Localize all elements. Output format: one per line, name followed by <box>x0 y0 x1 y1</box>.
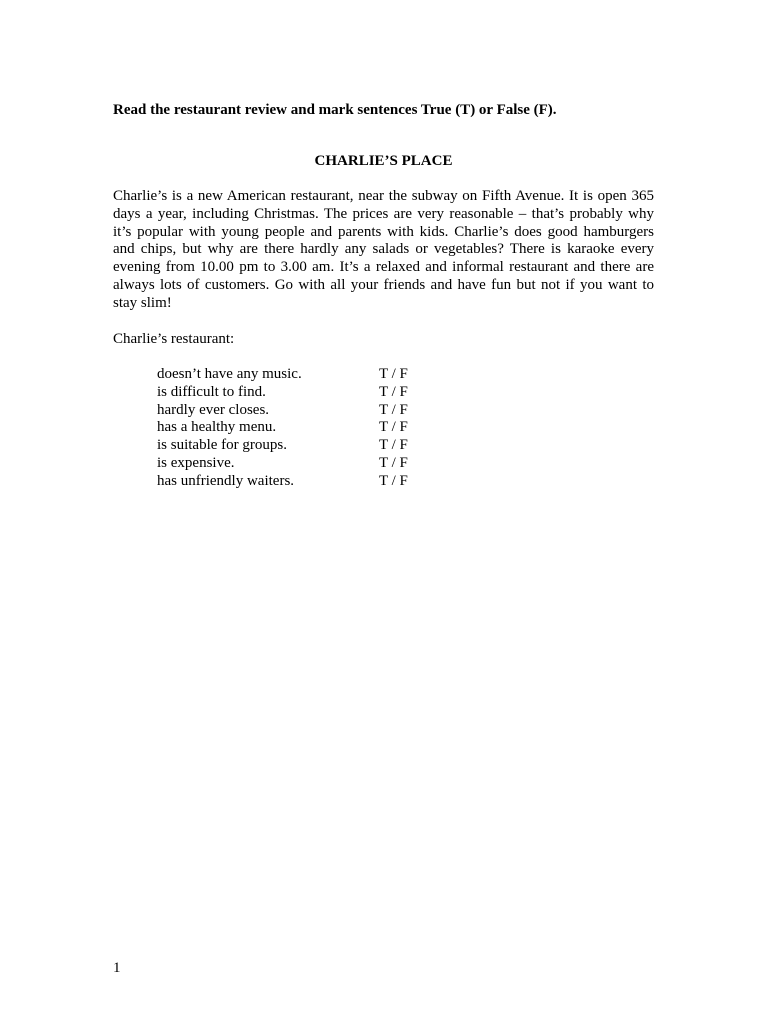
review-paragraph: Charlie’s is a new American restaurant, near the subway on Fifth Avenue. It is open 365 days a year, including Christmas. The prices are very reasonable – that’s probably why it’s popular with young people and parents with kids. Charlie’s does good hamburgers and chips, but why are there hardly any salads or vegetables? There is karaoke every evening from 10.00 pm to 3.00 am. It’s a relaxed and informal restaurant and there are always lots of customers. Go with all your friends and have fun but not if you want to stay slim! <box>113 188 654 311</box>
statement-text: doesn’t have any music. <box>157 366 302 382</box>
review-title: CHARLIE’S PLACE <box>314 153 453 169</box>
statement-text: is suitable for groups. <box>157 437 287 454</box>
statements-lead: Charlie’s restaurant: <box>113 331 235 347</box>
statement-item <box>157 366 457 384</box>
statement-item <box>157 473 457 491</box>
statement-item <box>157 402 457 420</box>
statement-item <box>157 437 457 455</box>
instruction-heading: Read the restaurant review and mark sentences True (T) or False (F). <box>113 102 557 118</box>
page-number: 1 <box>113 960 121 976</box>
true-false-answer: T / F <box>379 383 408 400</box>
statement-text: has a healthy menu. <box>157 419 277 436</box>
statement-text: hardly ever closes. <box>157 401 270 418</box>
statement-text: is expensive. <box>157 454 235 471</box>
true-false-answer: T / F <box>379 366 408 382</box>
true-false-answer: T / F <box>379 419 408 436</box>
statement-text: has unfriendly waiters. <box>157 472 295 489</box>
true-false-answer: T / F <box>379 401 408 418</box>
true-false-answer: T / F <box>379 454 408 471</box>
statement-list <box>157 366 457 491</box>
true-false-answer: T / F <box>379 437 408 454</box>
statement-item <box>157 384 457 402</box>
true-false-answer: T / F <box>379 472 408 489</box>
statement-item <box>157 419 457 437</box>
statement-text: is difficult to find. <box>157 383 266 400</box>
statement-item <box>157 455 457 473</box>
